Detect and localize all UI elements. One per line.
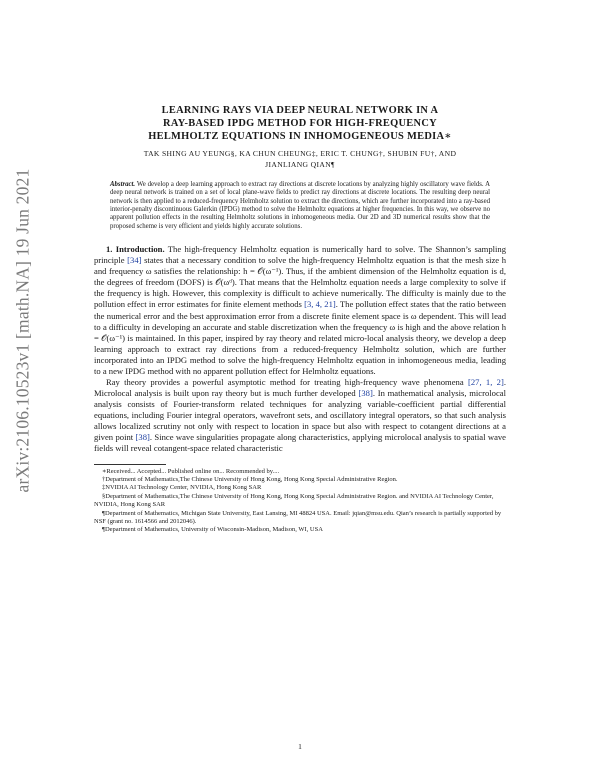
- footnote: ‡NVIDIA AI Technology Center, NVIDIA, Hong Kong SAR: [102, 484, 262, 492]
- page-number: 1: [298, 742, 302, 751]
- intro-text: The high-frequency Helmholtz equation is numerically hard to solve. The Shannon’s sampling principle: [94, 244, 506, 266]
- author-list: [94, 149, 506, 170]
- title-line: RAY-BASED IPDG METHOD FOR HIGH-FREQUENCY: [163, 118, 437, 129]
- arxiv-identifier-stamp: [8, 60, 38, 600]
- intro-text: Ray theory provides a powerful asymptotic method for treating high-frequency wave phenomena: [106, 377, 468, 387]
- intro-paragraph-2: [94, 377, 506, 455]
- intro-text: . Since wave singularities propagate along characteristics, applying microlocal analysis to spatial wave fields will reveal cotangent-space related characteristic: [94, 432, 506, 454]
- intro-paragraph-1: [94, 244, 506, 377]
- intro-text: . Microlocal analysis is built upon ray theory but is much further developed: [94, 377, 506, 399]
- footnote: §Department of Mathematics,The Chinese University of Hong Kong, Hong Kong Special Administrative Region. and NVIDIA AI Technology Center, NVIDIA, Hong Kong SAR: [94, 492, 494, 509]
- citation-link[interactable]: [27, 1, 2]: [468, 377, 504, 387]
- citation-link[interactable]: [3, 4, 21]: [304, 299, 336, 310]
- citation-link[interactable]: [38]: [358, 388, 373, 399]
- arxiv-id-text: arXiv:2106.10523v1 [math.NA] 19 Jun 2021: [12, 168, 33, 492]
- title-line: LEARNING RAYS VIA DEEP NEURAL NETWORK IN A: [161, 105, 439, 116]
- footnotes: [94, 468, 506, 535]
- section-heading: 1. Introduction.: [106, 244, 165, 255]
- author-line: TAK SHING AU YEUNG§, KA CHUN CHEUNG‡, ERIC T. CHUNG†, SHUBIN FU†, AND: [143, 149, 457, 158]
- author-line: JIANLIANG QIAN¶: [265, 159, 335, 169]
- title-line: HELMHOLTZ EQUATIONS IN INHOMOGENEOUS MEDIA∗: [148, 131, 452, 142]
- page-content: [94, 104, 506, 535]
- abstract-text: We develop a deep learning approach to extract ray directions at discrete locations by analyzing highly oscillatory wave fields. A deep neural network is trained on a set of local plane-wave fields to predict ray directions at discrete locations. The resulting deep neural network is then applied to a reduced-frequency Helmholtz solution to extract the directions, which are further incorporated into a ray-based interior-penalty discontinuous Galerkin (IPDG) method to solve the Helmholtz equations at higher frequencies. In this way, we observe no apparent pollution effects in the resulting Helmholtz solutions in inhomogeneous media. Our 2D and 3D numerical results show that the proposed scheme is very efficient and yields highly accurate solutions.: [110, 181, 490, 230]
- abstract: [110, 181, 490, 231]
- paper-title: [94, 104, 506, 143]
- intro-text: . In mathematical analysis, microlocal analysis consists of Fourier-transform related techniques for analyzing variable-coefficient partial differential equations, including Fourier integral operators, wavefront sets, and oscillatory integral operators, so that such analysis allows localized scrutiny not only with respect to location in space but also with respect to cotangent directions at a given point: [94, 388, 506, 443]
- footnote-divider: [94, 464, 166, 465]
- intro-text: states that a necessary condition to solve the high-frequency Helmholtz equation is that the mesh size h and frequency ω satisfies the relationship: h = 𝒪(ω⁻¹). Thus, if the ambient dimension of the Helmholtz equation is d, the degrees of freedom (DOFS) is 𝒪(ωᵈ). That means that the Helmholtz equation needs a large complexity to solve if the frequency is high. However, this complexity is difficult to achieve numerically. The difficulty is mainly due to the pollution effect in error estimates for finite element methods: [94, 255, 506, 310]
- introduction-section: [94, 244, 506, 454]
- footnote: ¶Department of Mathematics, University of Wisconsin-Madison, Madison, WI, USA: [102, 526, 323, 534]
- intro-text: . The pollution effect states that the ratio between the numerical error and the best approximation error from a discrete finite element space is ω dependent. This will lead to a difficulty in developing an accurate and stable discretization when the frequency ω is high and the above relation h = 𝒪(ω⁻¹) is maintained. In this paper, inspired by ray theory and related micro-local analysis theory, we develop a deep learning approach to extract ray directions from a reduced-frequency Helmholtz solution, which are further incorporated into an IPDG method to solve the high-frequency Helmholtz equation in inhomogeneous media, leading to a new IPDG method with no apparent pollution effect for Helmholtz equations.: [94, 299, 506, 376]
- citation-link[interactable]: [34]: [127, 255, 142, 266]
- citation-link[interactable]: [38]: [135, 432, 150, 443]
- footnote: †Department of Mathematics,The Chinese University of Hong Kong, Hong Kong Special Administrative Region.: [102, 475, 398, 483]
- abstract-label: Abstract.: [110, 181, 136, 188]
- footnote: ∗Received... Accepted... Published online on... Recommended by....: [102, 467, 280, 475]
- footnote: ¶Department of Mathematics, Michigan State University, East Lansing, MI 48824 USA. Email: jqian@msu.edu. Qian’s research is partially supported by NSF (grant no. 1614566 and 2012046).: [94, 509, 502, 525]
